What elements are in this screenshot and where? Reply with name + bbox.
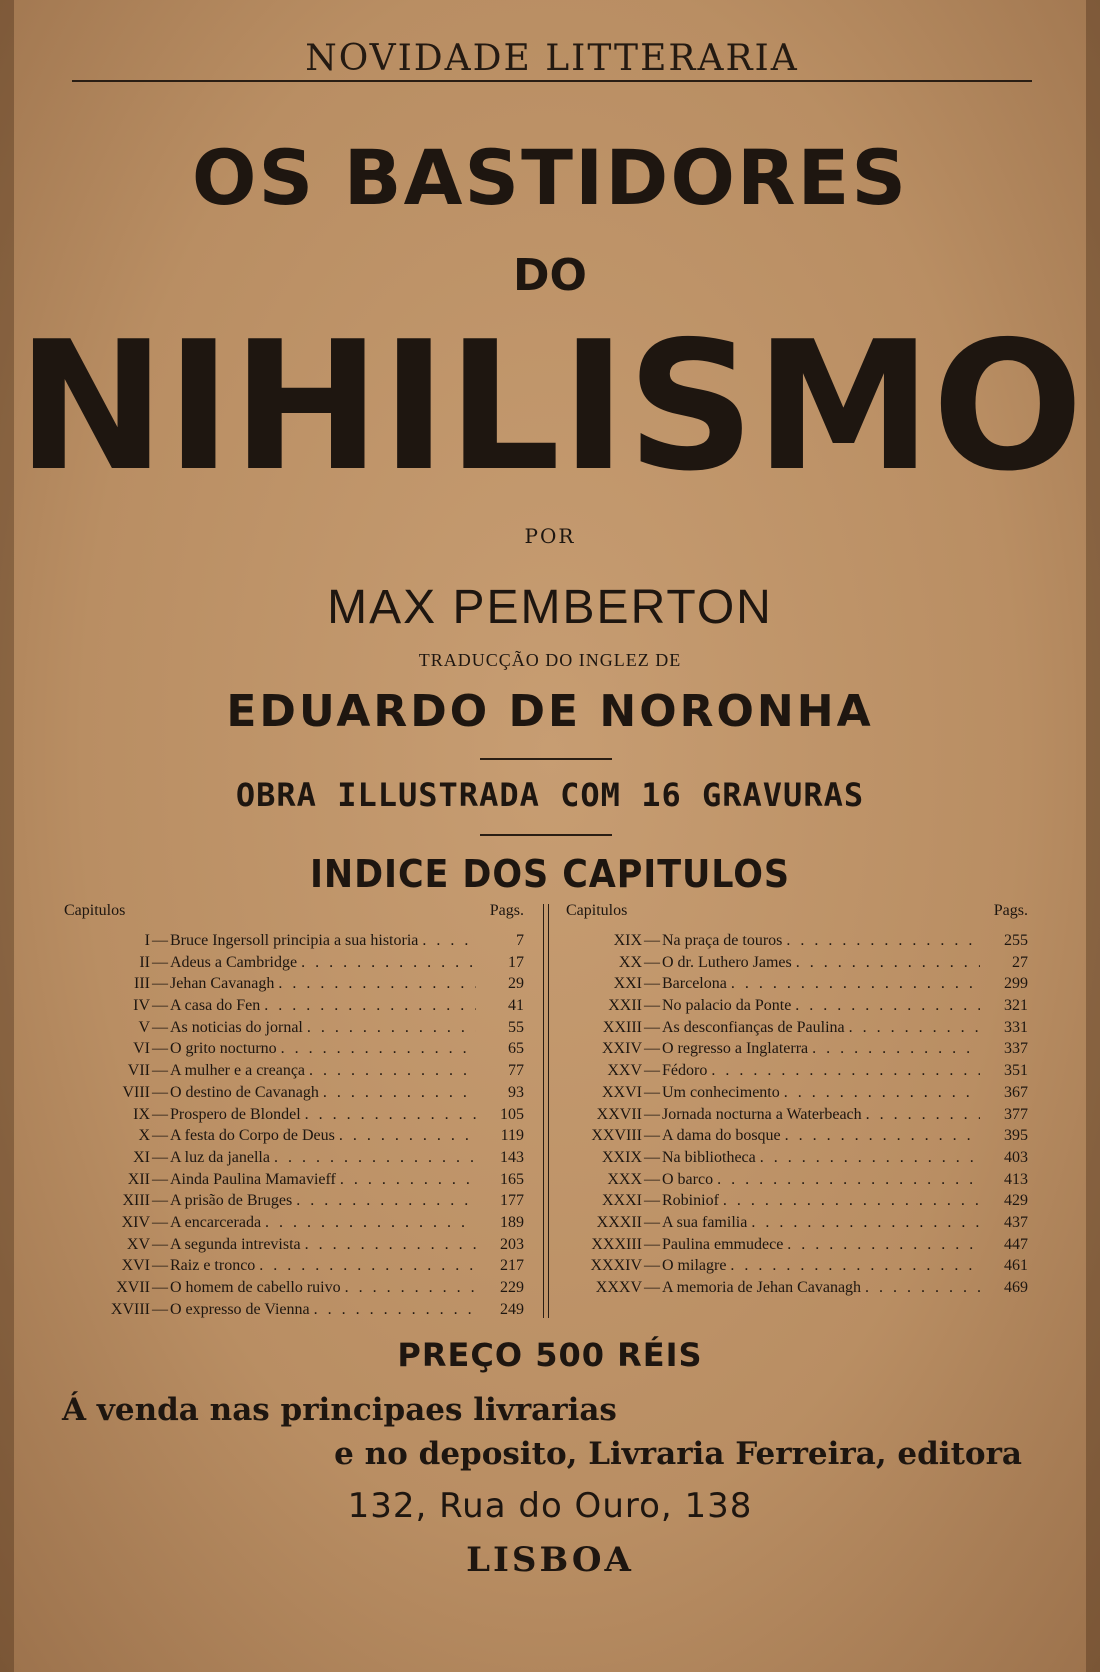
chapter-page: 469 [1004,1279,1028,1296]
toc-chapters-label: Capitulos [64,902,126,919]
chapter-title: O expresso de Vienna [170,1300,310,1318]
chapter-number: XXVI [602,1083,642,1101]
chapter-page: 165 [500,1170,524,1188]
chapter-dash: — [152,1213,168,1231]
chapter-number: IX [133,1105,150,1123]
toc-left-header [64,902,524,924]
chapter-title: Na bibliotheca [662,1148,756,1166]
leader-dots [731,973,980,995]
header-rule [72,80,1032,82]
leader-dots [711,1060,980,1082]
leader-dots [717,1169,980,1191]
chapter-number: II [139,953,150,971]
chapter-title: Fédoro [662,1062,708,1080]
toc-row [64,1255,524,1277]
toc-left-rows [64,930,524,1320]
chapter-dash: — [644,1127,660,1145]
chapter-dash: — [152,1062,168,1080]
chapter-number: XIII [122,1192,150,1210]
leader-dots [301,952,476,974]
toc-row [64,1082,524,1104]
leader-dots [274,1147,476,1169]
chapter-number: XI [133,1148,150,1166]
toc-row [64,1212,524,1234]
chapter-number: XXI [613,975,642,993]
chapter-dash: — [644,1062,660,1080]
chapter-number: XXIII [602,1018,642,1036]
chapter-page: 461 [1004,1257,1028,1275]
toc-row [64,1038,524,1060]
leader-dots [785,1125,980,1147]
author-name: MAX PEMBERTON [327,581,773,634]
chapter-page: 29 [508,975,524,993]
chapter-number: X [138,1127,150,1145]
chapter-title: O barco [662,1170,714,1188]
leader-dots [849,1017,980,1039]
chapter-dash: — [644,953,660,971]
toc-left-column [64,902,524,1320]
chapter-title: A festa do Corpo de Deus [170,1127,335,1145]
chapter-title: A sua familia [662,1213,748,1231]
chapter-title: A luz da janella [170,1148,270,1166]
toc-row [64,1190,524,1212]
toc-row [64,1299,524,1321]
toc-pages-label: Pags. [993,902,1028,919]
chapter-dash: — [152,997,168,1015]
leader-dots [760,1147,980,1169]
leader-dots [422,930,476,952]
chapter-dash: — [644,975,660,993]
address: 132, Rua do Ouro, 138 [347,1486,753,1526]
chapter-page: 403 [1004,1148,1028,1166]
toc-row [64,1017,524,1039]
chapter-title: A casa do Fen [170,997,261,1015]
leader-dots [787,1234,980,1256]
toc-row [566,1017,1028,1039]
toc-row [566,1277,1028,1299]
chapter-title: A dama do bosque [662,1127,781,1145]
chapter-number: V [138,1018,150,1036]
chapter-dash: — [644,1257,660,1275]
toc-right-rows [566,930,1028,1299]
chapter-title: Jehan Cavanagh [170,975,275,993]
chapter-title: O milagre [662,1257,727,1275]
chapter-title: Adeus a Cambridge [170,953,298,971]
chapter-number: XV [126,1235,150,1253]
chapter-title: O grito nocturno [170,1040,277,1058]
leader-dots [812,1038,980,1060]
short-rule-bottom [480,834,612,836]
toc-row [64,995,524,1017]
chapter-number: XIV [121,1213,150,1231]
chapter-title: A prisão de Bruges [170,1192,293,1210]
chapter-page: 447 [1004,1235,1028,1253]
chapter-page: 229 [500,1279,524,1296]
toc-row [64,1104,524,1126]
chapter-page: 7 [516,932,524,949]
leader-dots [309,1060,476,1082]
toc-row [566,1255,1028,1277]
chapter-dash: — [644,1213,660,1231]
title-line-1: OS BASTIDORES [191,133,909,222]
chapter-dash: — [152,1105,168,1123]
chapter-number: XII [127,1170,150,1188]
title-line-3: NIHILISMO [16,303,1084,510]
chapter-number: XXXIII [591,1235,642,1253]
toc-row [566,1234,1028,1256]
index-title: INDICE DOS CAPITULOS [309,852,791,896]
chapter-number: I [144,932,150,949]
illustrations-line: OBRA ILLUSTRADA COM 16 GRAVURAS [235,776,865,814]
chapter-title: A encarcerada [170,1213,262,1231]
toc-row [566,1082,1028,1104]
leader-dots [866,1104,980,1126]
toc-row [566,1147,1028,1169]
chapter-page: 367 [1004,1083,1028,1101]
chapter-page: 255 [1004,932,1028,949]
city: LISBOA [466,1540,634,1580]
por-label: POR [524,524,576,548]
leader-dots [751,1212,980,1234]
chapter-title: O dr. Luthero James [662,953,792,971]
short-rule-top [480,758,612,760]
sale-line-1: Á venda nas principaes livrarias [62,1392,617,1428]
chapter-page: 177 [500,1192,524,1210]
chapter-page: 217 [500,1257,524,1275]
chapter-title: Jornada nocturna a Waterbeach [662,1105,862,1123]
toc-row [64,1169,524,1191]
chapter-page: 189 [500,1213,524,1231]
chapter-number: XXIX [602,1148,642,1166]
toc-row [566,1190,1028,1212]
translation-note: TRADUCÇÃO DO INGLEZ DE [418,650,682,670]
chapter-title: Robiniof [662,1192,719,1210]
chapter-number: VI [133,1040,150,1058]
leader-dots [345,1277,476,1299]
chapter-page: 437 [1004,1213,1028,1231]
chapter-page: 93 [508,1083,524,1101]
toc-row [566,952,1028,974]
chapter-dash: — [152,975,168,993]
toc-pages-label: Pags. [489,902,524,919]
title-line-2: DO [513,250,587,301]
chapter-number: XXXII [596,1213,642,1231]
chapter-title: Um conhecimento [662,1083,780,1101]
chapter-page: 41 [508,997,524,1015]
leader-dots [796,952,980,974]
chapter-page: 321 [1004,997,1028,1015]
chapter-title: O destino de Cavanagh [170,1083,319,1101]
chapter-dash: — [152,1300,168,1318]
toc-row [566,1038,1028,1060]
chapter-number: XXX [607,1170,642,1188]
chapter-page: 331 [1004,1018,1028,1036]
toc-row [566,973,1028,995]
chapter-number: XIX [613,932,642,949]
chapter-dash: — [152,932,168,949]
chapter-dash: — [152,1235,168,1253]
chapter-number: XXVII [596,1105,642,1123]
chapter-number: XX [618,953,642,971]
chapter-number: XVIII [110,1300,150,1318]
toc-row [64,1277,524,1299]
chapter-dash: — [152,1127,168,1145]
leader-dots [307,1017,476,1039]
toc-right-header [566,902,1028,924]
leader-dots [730,1255,980,1277]
chapter-page: 65 [508,1040,524,1058]
chapter-page: 55 [508,1018,524,1036]
chapter-number: XVII [116,1279,150,1296]
chapter-dash: — [152,1170,168,1188]
chapter-page: 249 [500,1300,524,1318]
chapter-dash: — [152,1192,168,1210]
translator-name: EDUARDO DE NORONHA [226,686,874,737]
chapter-dash: — [644,1235,660,1253]
chapter-number: XXXI [602,1192,642,1210]
chapter-number: III [134,975,150,993]
chapter-dash: — [644,932,660,949]
leader-dots [795,995,980,1017]
leader-dots [281,1038,476,1060]
chapter-title: Bruce Ingersoll principia a sua historia [170,932,419,949]
toc-row [566,1212,1028,1234]
chapter-dash: — [644,1279,660,1296]
chapter-page: 299 [1004,975,1028,993]
leader-dots [296,1190,476,1212]
toc-column-divider [543,904,549,1318]
leader-dots [278,973,476,995]
toc-row [64,1125,524,1147]
leader-dots [305,1234,476,1256]
chapter-page: 143 [500,1148,524,1166]
chapter-title: No palacio da Ponte [662,997,792,1015]
leader-dots [264,995,476,1017]
leader-dots [340,1169,476,1191]
chapter-title: O regresso a Inglaterra [662,1040,809,1058]
price: PREÇO 500 RÉIS [397,1336,703,1374]
chapter-title: Raiz e tronco [170,1257,256,1275]
chapter-dash: — [644,1192,660,1210]
leader-dots [784,1082,980,1104]
toc-row [566,995,1028,1017]
chapter-number: XXIV [602,1040,642,1058]
leader-dots [723,1190,980,1212]
chapter-number: XVI [121,1257,150,1275]
chapter-page: 377 [1004,1105,1028,1123]
chapter-title: As desconfianças de Paulina [662,1018,845,1036]
toc-row [64,952,524,974]
chapter-dash: — [152,1148,168,1166]
chapter-title: Barcelona [662,975,727,993]
chapter-number: XXII [608,997,642,1015]
chapter-number: VII [127,1062,150,1080]
chapter-dash: — [644,1018,660,1036]
toc-row [566,1169,1028,1191]
chapter-number: VIII [122,1083,150,1101]
chapter-title: O homem de cabello ruivo [170,1279,341,1296]
toc-row [64,973,524,995]
chapter-dash: — [152,953,168,971]
leader-dots [865,1277,980,1299]
toc-right-column [566,902,1028,1299]
chapter-dash: — [644,1040,660,1058]
chapter-dash: — [152,1279,168,1296]
chapter-title: A memoria de Jehan Cavanagh [662,1279,862,1296]
chapter-dash: — [644,997,660,1015]
chapter-page: 337 [1004,1040,1028,1058]
chapter-number: XXXV [595,1279,642,1296]
chapter-number: XXV [607,1062,642,1080]
toc-row [64,1060,524,1082]
toc-row [64,1147,524,1169]
chapter-title: Paulina emmudece [662,1235,784,1253]
chapter-title: Ainda Paulina Mamavieff [170,1170,336,1188]
chapter-page: 203 [500,1235,524,1253]
chapter-page: 27 [1012,953,1028,971]
chapter-page: 413 [1004,1170,1028,1188]
chapter-dash: — [152,1083,168,1101]
leader-dots [305,1104,476,1126]
chapter-number: IV [133,997,150,1015]
chapter-title: Na praça de touros [662,932,783,949]
chapter-number: XXXIV [590,1257,642,1275]
leader-dots [323,1082,476,1104]
toc-row [566,930,1028,952]
chapter-dash: — [644,1083,660,1101]
chapter-page: 429 [1004,1192,1028,1210]
chapter-title: As noticias do jornal [170,1018,303,1036]
chapter-page: 105 [500,1105,524,1123]
header-novidade: NOVIDADE LITTERARIA [305,38,799,79]
chapter-dash: — [152,1040,168,1058]
toc-row [64,930,524,952]
toc-chapters-label: Capitulos [566,902,628,919]
chapter-page: 119 [500,1127,524,1145]
toc-row [64,1234,524,1256]
leader-dots [259,1255,476,1277]
toc-row [566,1104,1028,1126]
toc-row [566,1060,1028,1082]
chapter-number: XXVIII [591,1127,642,1145]
chapter-page: 77 [508,1062,524,1080]
chapter-dash: — [644,1170,660,1188]
chapter-dash: — [644,1105,660,1123]
chapter-page: 395 [1004,1127,1028,1145]
leader-dots [339,1125,476,1147]
toc-row [566,1125,1028,1147]
chapter-dash: — [152,1018,168,1036]
chapter-dash: — [152,1257,168,1275]
leader-dots [786,930,980,952]
chapter-page: 17 [508,953,524,971]
chapter-page: 351 [1004,1062,1028,1080]
sale-line-2: e no deposito, Livraria Ferreira, editora [334,1436,1022,1472]
chapter-title: A mulher e a creança [170,1062,306,1080]
chapter-title: A segunda intrevista [170,1235,301,1253]
chapter-dash: — [644,1148,660,1166]
leader-dots [314,1299,476,1321]
chapter-title: Prospero de Blondel [170,1105,301,1123]
leader-dots [265,1212,476,1234]
